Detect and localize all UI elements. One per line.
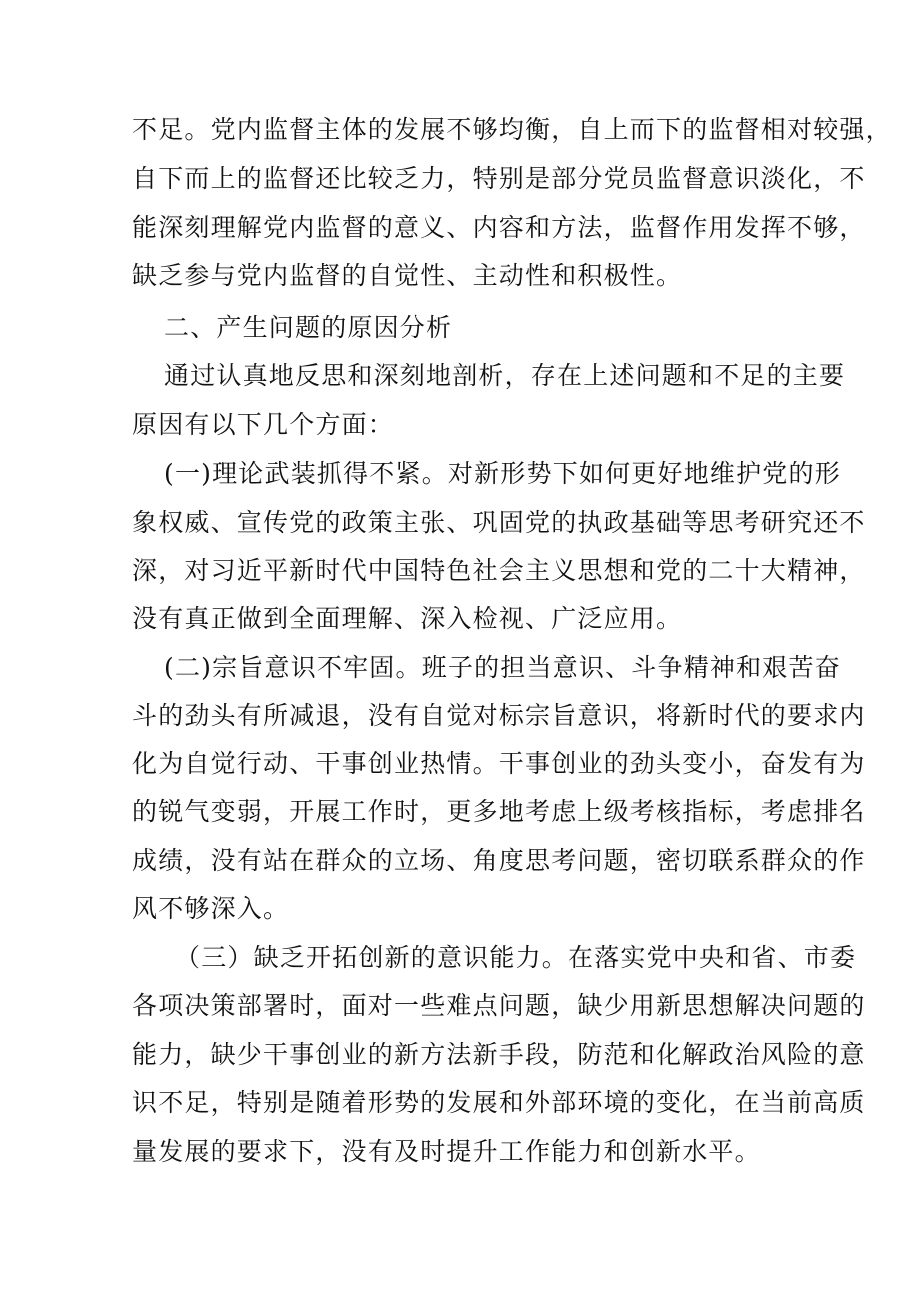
body-text-line: 象权威、宣传党的政策主张、巩固党的执政基础等思考研究还不: [132, 508, 866, 537]
list-item-heading-line: (一)理论武装抓得不紧。对新形势下如何更好地维护党的形: [164, 459, 841, 488]
body-text-line: 通过认真地反思和深刻地剖析，存在上述问题和不足的主要: [164, 361, 846, 390]
body-text-line: 各项决策部署时，面对一些难点问题，缺少用新思想解决问题的: [132, 991, 866, 1020]
body-text-line: 识不足，特别是随着形势的发展和外部环境的变化，在当前高质: [132, 1088, 866, 1117]
body-text-line: 能力，缺少干事创业的新方法新手段，防范和化解政治风险的意: [132, 1040, 866, 1069]
list-item-heading-line: （三）缺乏开拓创新的意识能力。在落实党中央和省、市委: [175, 943, 857, 972]
body-text-line: 的锐气变弱，开展工作时，更多地考虑上级考核指标，考虑排名: [132, 797, 866, 826]
body-text-line: 不足。党内监督主体的发展不够均衡，自上而下的监督相对较强，: [132, 115, 892, 144]
body-text-line: 原因有以下几个方面：: [132, 410, 395, 439]
body-text-line: 自下而上的监督还比较乏力，特别是部分党员监督意识淡化，不: [132, 164, 866, 193]
body-text-line: 量发展的要求下，没有及时提升工作能力和创新水平。: [132, 1137, 761, 1166]
body-text-line: 缺乏参与党内监督的自觉性、主动性和积极性。: [132, 261, 683, 290]
body-text-line: 化为自觉行动、干事创业热情。干事创业的劲头变小，奋发有为: [132, 749, 866, 778]
body-text-line: 能深刻理解党内监督的意义、内容和方法，监督作用发挥不够，: [132, 213, 866, 242]
body-text-line: 没有真正做到全面理解、深入检视、广泛应用。: [132, 604, 683, 633]
body-text-line: 风不够深入。: [132, 894, 290, 923]
section-heading: 二、产生问题的原因分析: [164, 313, 453, 342]
list-item-heading-line: (二)宗旨意识不牢固。班子的担当意识、斗争精神和艰苦奋: [164, 653, 841, 682]
body-text-line: 斗的劲头有所减退，没有自觉对标宗旨意识，将新时代的要求内: [132, 701, 866, 730]
body-text-line: 成绩，没有站在群众的立场、角度思考问题，密切联系群众的作: [132, 846, 866, 875]
body-text-line: 深，对习近平新时代中国特色社会主义思想和党的二十大精神，: [132, 556, 866, 585]
